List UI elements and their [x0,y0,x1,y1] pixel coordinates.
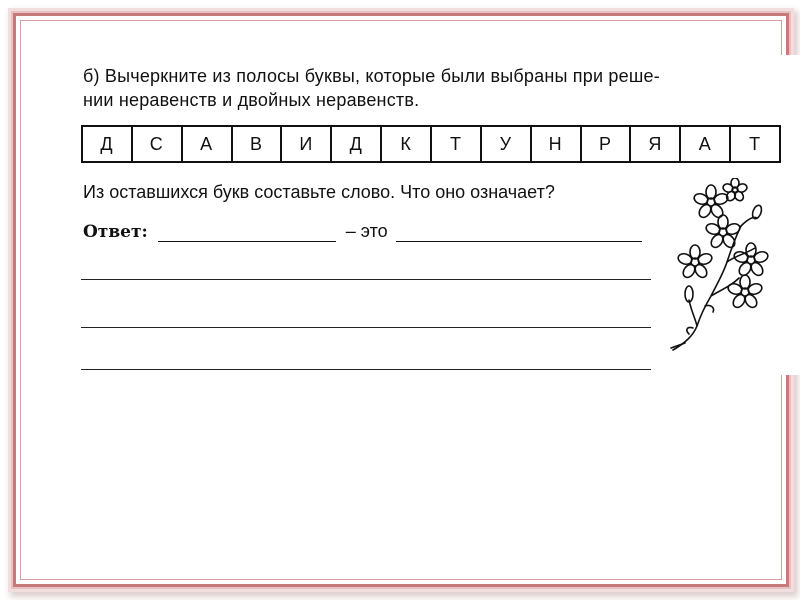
letter-cell[interactable]: Я [631,127,681,161]
letter-cell[interactable]: А [681,127,731,161]
task-line-2: нии неравенств и двойных неравенств. [83,90,420,110]
letter-cell[interactable]: Д [332,127,382,161]
letter-cell[interactable]: И [282,127,332,161]
task-text [83,64,783,112]
letter-cell[interactable]: К [382,127,432,161]
answer-line-1[interactable] [81,279,651,280]
letter-cell[interactable]: В [233,127,283,161]
letter-cell[interactable]: С [133,127,183,161]
question-text: Из оставшихся букв составьте слово. Что оно означает? [83,182,555,202]
answer-dash-text: – это [345,221,388,241]
answer-meaning-blank[interactable] [396,225,642,242]
answer-line-2[interactable] [81,327,651,328]
flower-branch-icon [665,178,775,356]
letter-cell[interactable]: Д [83,127,133,161]
letter-cell[interactable]: А [183,127,233,161]
answer-row [83,221,642,242]
letter-cell[interactable]: Т [749,133,762,154]
letter-cell[interactable]: Т [432,127,482,161]
letter-cell[interactable]: У [482,127,532,161]
letter-strip [81,125,781,163]
answer-word-blank[interactable] [158,225,336,242]
letter-cell[interactable]: Н [532,127,582,161]
answer-label: Ответ: [83,222,148,242]
answer-line-3[interactable] [81,369,651,370]
task-line-1: б) Вычеркните из полосы буквы, которые были выбраны при реше- [83,66,660,86]
letter-cell[interactable]: Р [582,127,632,161]
